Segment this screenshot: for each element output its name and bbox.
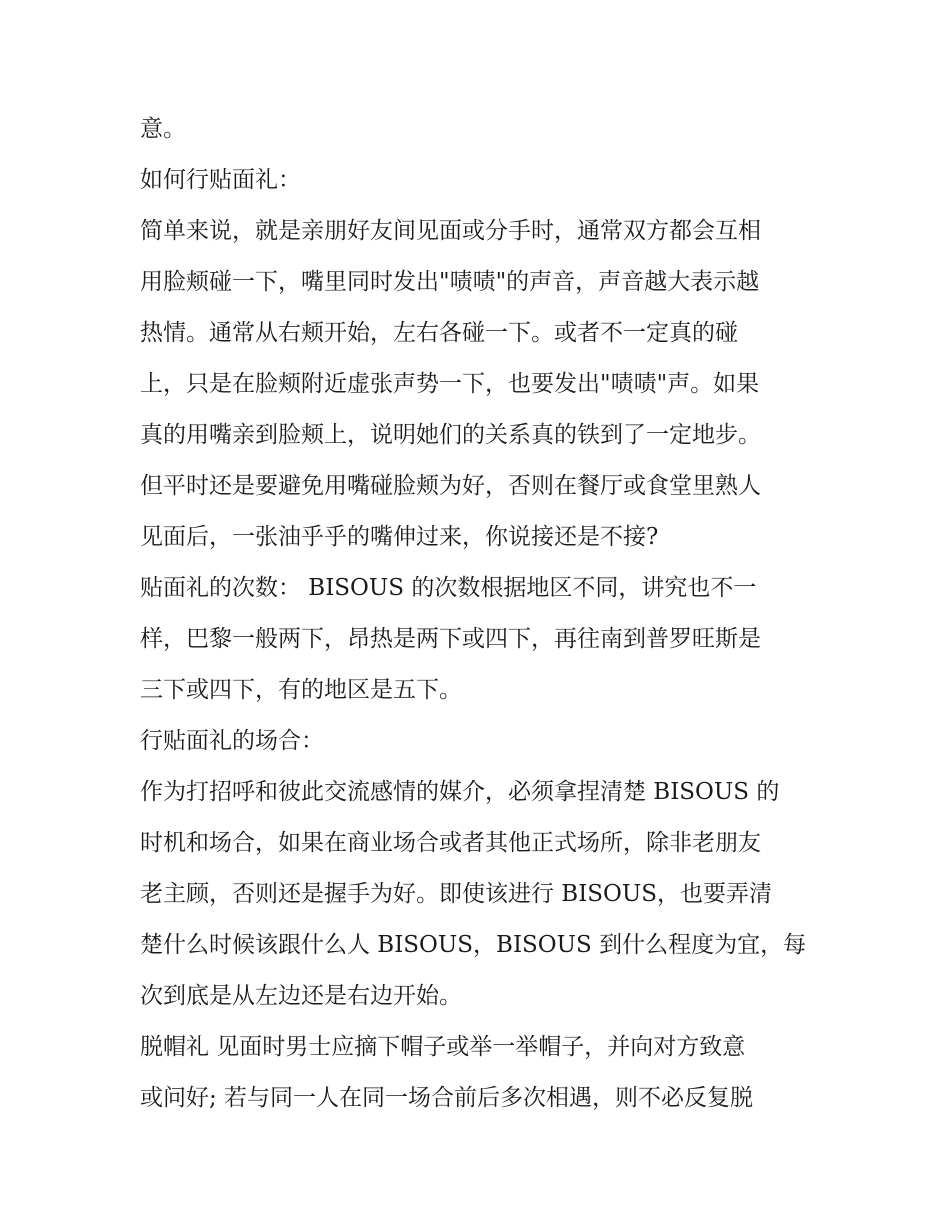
text-line: 用脸颊碰一下，嘴里同时发出"啧啧"的声音，声音越大表示越	[140, 269, 760, 295]
section-heading: 脱帽礼 见面时男士应摘下帽子或举一举帽子，并向对方致意	[140, 1034, 746, 1060]
section-heading: 如何行贴面礼：	[140, 167, 301, 193]
text-line: 见面后，一张油乎乎的嘴伸过来，你说接还是不接?	[140, 524, 659, 550]
text-line: 真的用嘴亲到脸颊上，说明她们的关系真的铁到了一定地步。	[140, 422, 761, 448]
text-line: 作为打招呼和彼此交流感情的媒介，必须拿捏清楚 BISOUS 的	[140, 779, 780, 805]
text-line: 意。	[140, 116, 186, 142]
section-heading: 贴面礼的次数： BISOUS 的次数根据地区不同，讲究也不一	[140, 575, 757, 601]
text-line: 时机和场合，如果在商业场合或者其他正式场所，除非老朋友	[140, 830, 761, 856]
text-line: 或问好; 若与同一人在同一场合前后多次相遇，则不必反复脱	[140, 1085, 754, 1111]
text-line: 上，只是在脸颊附近虚张声势一下，也要发出"啧啧"声。如果	[140, 371, 760, 397]
text-line: 老主顾，否则还是握手为好。即使该进行 BISOUS，也要弄清	[140, 881, 773, 907]
text-line: 次到底是从左边还是右边开始。	[140, 983, 462, 1009]
document-body	[140, 104, 830, 1124]
text-line: 简单来说，就是亲朋好友间见面或分手时，通常双方都会互相	[140, 218, 761, 244]
section-heading: 行贴面礼的场合：	[140, 728, 324, 754]
text-line: 三下或四下，有的地区是五下。	[140, 677, 462, 703]
text-line: 热情。通常从右颊开始，左右各碰一下。或者不一定真的碰	[140, 320, 738, 346]
text-line: 样，巴黎一般两下，昂热是两下或四下，再往南到普罗旺斯是	[140, 626, 761, 652]
text-line: 楚什么时候该跟什么人 BISOUS，BISOUS 到什么程度为宜，每	[140, 932, 807, 958]
text-line: 但平时还是要避免用嘴碰脸颊为好，否则在餐厅或食堂里熟人	[140, 473, 761, 499]
